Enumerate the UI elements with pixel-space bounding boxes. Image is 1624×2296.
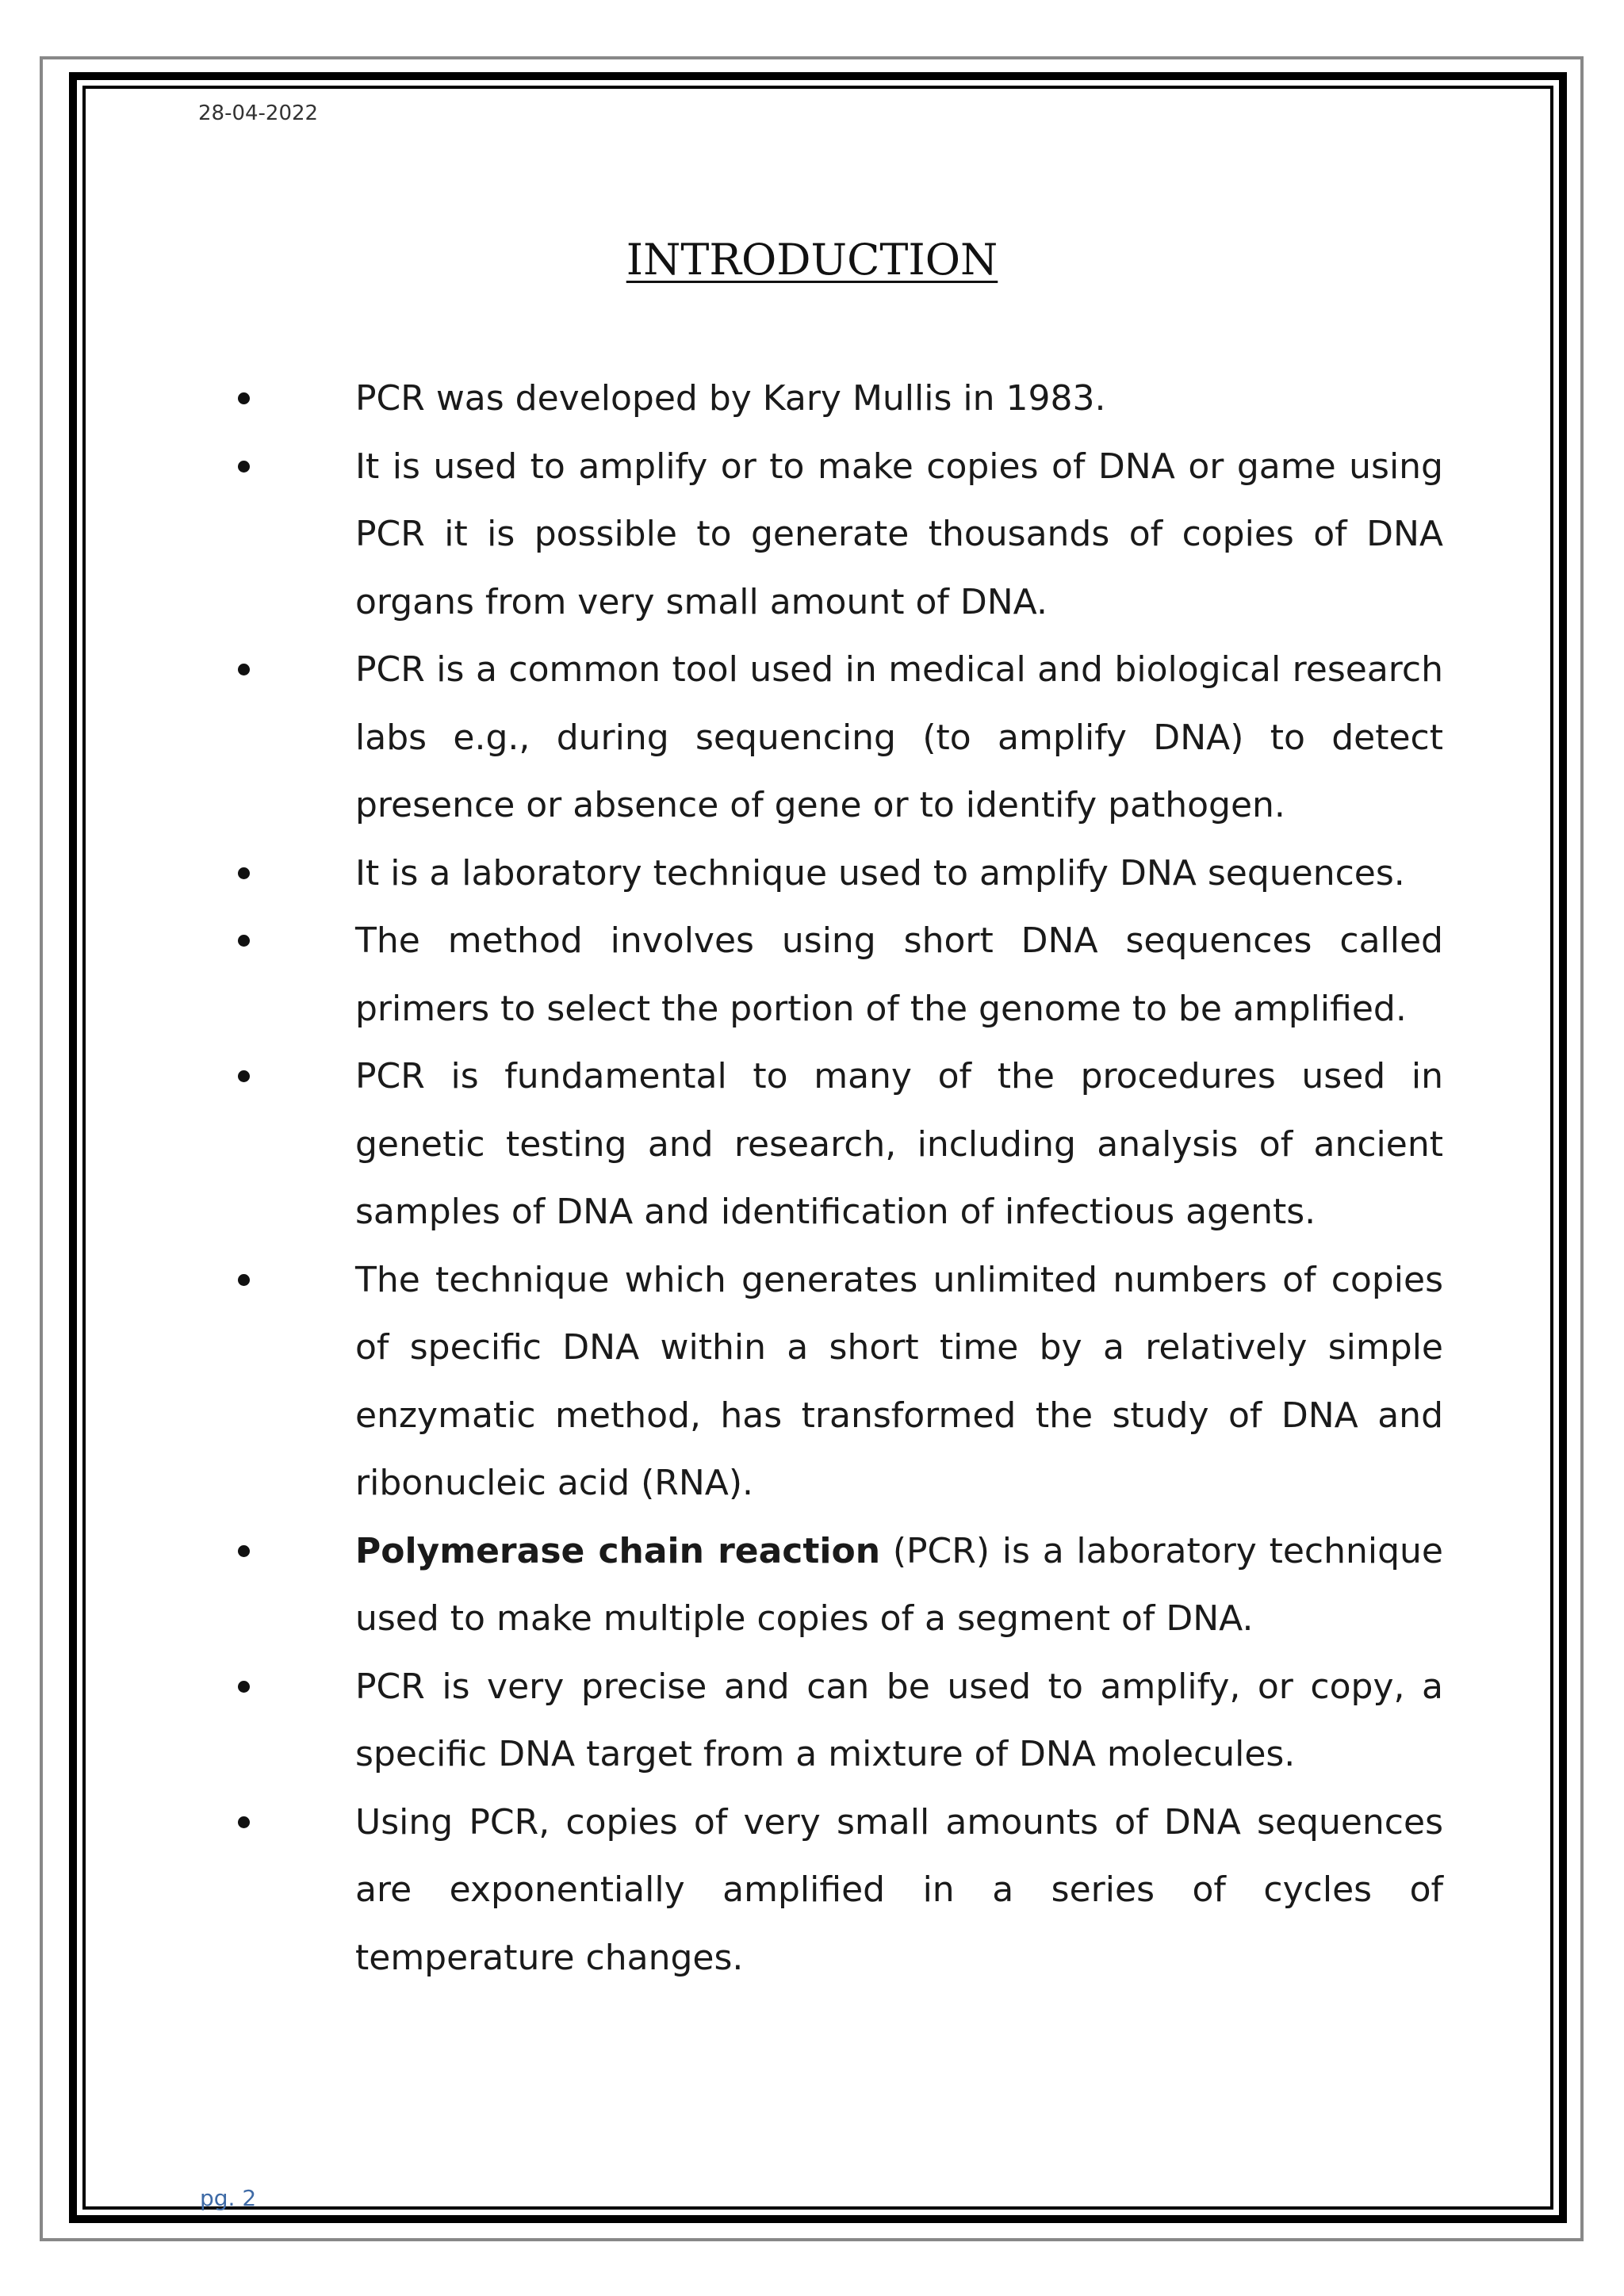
bullet-icon bbox=[238, 1070, 250, 1082]
list-item bbox=[230, 1246, 1443, 1517]
bullet-text: PCR is very precise and can be used to amplify, or copy, a specific DNA target from a mixture of DNA molecules. bbox=[355, 1666, 1443, 1774]
list-item bbox=[230, 907, 1443, 1043]
list-item bbox=[230, 840, 1443, 908]
bullet-text: The technique which generates unlimited numbers of copies of specific DNA within a short time by a relatively simple enzymatic method, has transformed the study of DNA and ribonucleic acid (RNA). bbox=[355, 1259, 1443, 1503]
bullet-icon bbox=[238, 935, 250, 947]
list-item bbox=[230, 636, 1443, 840]
bullet-text: The method involves using short DNA sequences called primers to select the portion of the genome to be amplified. bbox=[355, 920, 1443, 1029]
bullet-text: PCR is fundamental to many of the procedures used in genetic testing and research, including analysis of ancient samples of DNA and identification of infectious agents. bbox=[355, 1056, 1443, 1232]
bullet-text: PCR is a common tool used in medical and biological research labs e.g., during sequencing (to amplify DNA) to detect presence or absence of gene or to identify pathogen. bbox=[355, 649, 1443, 825]
bullet-text: PCR was developed by Kary Mullis in 1983. bbox=[355, 378, 1106, 419]
bullet-icon bbox=[238, 461, 250, 473]
list-item bbox=[230, 365, 1443, 433]
list-item bbox=[230, 1517, 1443, 1653]
bullet-list bbox=[230, 365, 1443, 1992]
list-item bbox=[230, 1653, 1443, 1789]
list-item bbox=[230, 1789, 1443, 1992]
bullet-text: It is used to amplify or to make copies of DNA or game using PCR it is possible to generate thousands of copies of DNA organs from very small amount of DNA. bbox=[355, 446, 1443, 622]
bullet-icon bbox=[238, 867, 250, 879]
list-item bbox=[230, 433, 1443, 637]
bullet-icon bbox=[238, 1274, 250, 1286]
bullet-icon bbox=[238, 664, 250, 675]
bold-term: Polymerase chain reaction bbox=[355, 1530, 881, 1571]
bullet-text: Using PCR, copies of very small amounts of DNA sequences are exponentially amplified in a series of cycles of temperature changes. bbox=[355, 1801, 1443, 1978]
bullet-icon bbox=[238, 1545, 250, 1557]
page-number: pg. 2 bbox=[200, 2185, 257, 2211]
bullet-text: It is a laboratory technique used to amplify DNA sequences. bbox=[355, 852, 1405, 894]
page-title: INTRODUCTION bbox=[626, 235, 998, 285]
bullet-icon bbox=[238, 1816, 250, 1828]
bullet-icon bbox=[238, 1681, 250, 1693]
bullet-icon bbox=[238, 392, 250, 404]
list-item bbox=[230, 1043, 1443, 1246]
bullet-text: (PCR) is a laboratory technique used to make multiple copies of a segment of DNA. bbox=[355, 1530, 1443, 1639]
header-date: 28-04-2022 bbox=[198, 101, 319, 125]
